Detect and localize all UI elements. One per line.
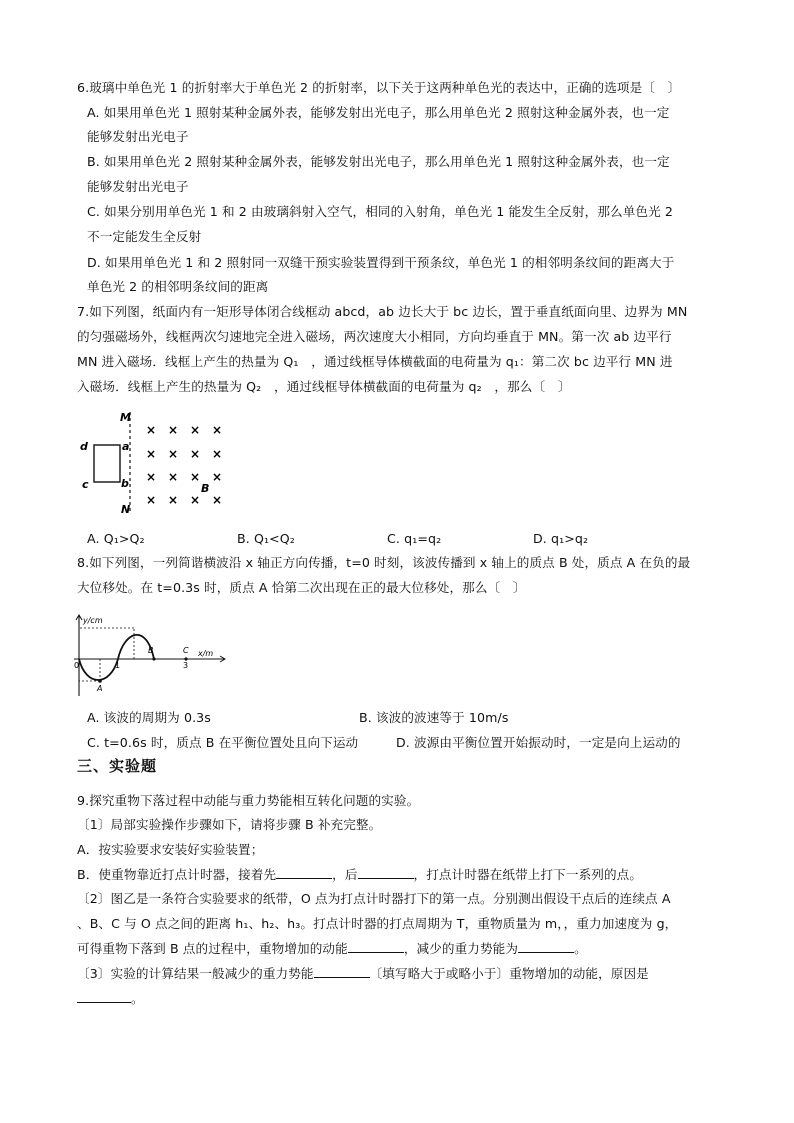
q7-line1: 7.如下列图，纸面内有一矩形导体闭合线框动 abcd，ab 边长大于 bc 边长，置于垂直纸面向里、边界为 MN: [77, 304, 688, 319]
q7-magnetic-field-figure: [76, 406, 236, 518]
q8-line1: 8.如下列图，一列简谐横波沿 x 轴正方向传播，t=0 时刻，该波传播到 x 轴上的质点 B 处，质点 A 在负的最: [77, 555, 691, 570]
q9-line9: [77, 990, 144, 1008]
rectangular-coil: [94, 445, 120, 482]
q6-option-d-line1: D. 如果用单色光 1 和 2 照射同一双缝干预实验装置得到干预条纹，单色光 1 的相邻明条纹间的距离大于: [87, 255, 675, 270]
label-c: c: [82, 478, 89, 491]
q9-reason-text: 〔填写略大于或略小于〕重物增加的动能，原因是: [369, 966, 649, 981]
tick-3-label: 3: [183, 661, 189, 670]
q9-step-b-text2: ，后: [332, 867, 358, 882]
field-cross: ×: [190, 423, 201, 437]
q9-line6: 、B、C 与 O 点之间的距离 h₁、h₂、h₃。打点计时器的打点周期为 T，重物质量为 m，，重力加速度为 g，: [77, 916, 678, 931]
answer-blank-3[interactable]: [348, 940, 404, 953]
section-title: 三、实验题: [77, 757, 158, 775]
q8-option-d: D. 波源由平衡位置开始振动时，一定是向上运动的: [396, 735, 681, 750]
q7-option-a: A. Q₁>Q₂: [87, 531, 145, 546]
q8-option-b: B. 该波的波速等于 10m/s: [359, 710, 509, 725]
q7-option-c: C. q₁=q₂: [387, 531, 442, 546]
y-axis-label: y/cm: [83, 616, 103, 625]
q6-option-a-line1: A. 如果用单色光 1 照射某种金属外表，能够发射出光电子，那么用单色光 2 照射这种金属外表，也一定: [87, 105, 670, 120]
q6-option-a-line2: 能够发射出光电子: [87, 129, 189, 144]
label-point-a: A: [97, 684, 103, 693]
q9-line7-end: 。: [574, 941, 587, 956]
answer-blank-2[interactable]: [358, 866, 414, 879]
field-cross: ×: [168, 423, 179, 437]
field-cross: ×: [146, 447, 157, 461]
q6-option-d-line2: 单色光 2 的相邻明条纹间的距离: [87, 279, 269, 294]
q7-line2: 的匀强磁场外，线框两次匀速地完全进入磁场，两次速度大小相同，方向均垂直于 MN。第一次 ab 边平行: [77, 329, 672, 344]
label-point-c: C: [183, 646, 189, 655]
field-cross: ×: [146, 493, 157, 507]
label-point-b: B: [148, 646, 154, 655]
wave-curve: [79, 635, 154, 680]
field-cross: ×: [190, 447, 201, 461]
label-a: a: [122, 440, 130, 453]
q7-option-d: D. q₁>q₂: [533, 531, 589, 546]
q8-option-c: C. t=0.6s 时，质点 B 在平衡位置处且向下运动: [87, 735, 359, 750]
q6-option-c-line1: C. 如果分别用单色光 1 和 2 由玻璃斜射入空气，相同的入射角，单色光 1 能发生全反射，那么单色光 2: [87, 204, 674, 219]
q9-line8: [77, 965, 649, 983]
magnetic-field-crosses: [146, 423, 222, 507]
field-cross: ×: [190, 470, 201, 484]
field-cross: ×: [146, 423, 157, 437]
q9-kinetic-text: 可得重物下落到 B 点的过程中，重物增加的动能: [77, 941, 348, 956]
q9-line1: 9.探究重物下落过程中动能与重力势能相互转化问题的实验。: [77, 793, 420, 808]
q9-step-b-text1: B．使重物靠近打点计时器，接着先: [77, 867, 277, 882]
q9-compare-text: 〔3〕实验的计算结果一般减少的重力势能: [77, 966, 314, 981]
field-cross: ×: [212, 423, 223, 437]
q8-line2: 大位移处。在 t=0.3s 时，质点 A 恰第二次出现在正的最大位移处，那么〔 〕: [77, 580, 526, 595]
label-b: b: [121, 477, 129, 490]
q9-line3: A．按实验要求安装好实验装置；: [77, 842, 264, 857]
q6-option-b-line1: B. 如果用单色光 2 照射某种金属外表，能够发射出光电子，那么用单色光 1 照射这种金属外表，也一定: [87, 154, 670, 169]
q8-option-a: A. 该波的周期为 0.3s: [87, 710, 211, 725]
q8-wave-figure: [74, 612, 234, 698]
tick-1-label: 1: [115, 661, 121, 670]
field-cross: ×: [168, 493, 179, 507]
label-n: N: [121, 503, 131, 516]
q9-line7: [77, 940, 587, 958]
label-m: M: [120, 411, 131, 424]
field-cross: ×: [168, 470, 179, 484]
point-b-dot: [152, 657, 155, 660]
field-cross: ×: [190, 493, 201, 507]
q6-stem: 6.玻璃中单色光 1 的折射率大于单色光 2 的折射率，以下关于这两种单色光的表达中，正确的选项是〔 〕: [77, 80, 681, 95]
q9-line2: 〔1〕局部实验操作步骤如下，请将步骤 B 补充完整。: [77, 817, 382, 832]
q7-line3: MN 进入磁场．线框上产生的热量为 Q₁ ，通过线框导体横截面的电荷量为 q₁：第二次 bc 边平行 MN 进: [77, 354, 673, 369]
q9-line4: [77, 866, 642, 884]
answer-blank-1[interactable]: [276, 866, 332, 879]
field-cross: ×: [212, 447, 223, 461]
label-d: d: [80, 440, 88, 453]
q6-option-b-line2: 能够发射出光电子: [87, 179, 189, 194]
q9-line5: 〔2〕图乙是一条符合实验要求的纸带，O 点为打点计时器打下的第一点。分别测出假设干点后的连续点 A: [77, 891, 671, 906]
q9-line9-end: 。: [131, 991, 144, 1006]
answer-blank-6[interactable]: [77, 990, 131, 1003]
q7-option-b: B. Q₁<Q₂: [237, 531, 295, 546]
field-cross: ×: [212, 493, 223, 507]
label-field-b: B: [201, 482, 210, 495]
field-cross: ×: [212, 470, 223, 484]
q9-potential-text: ，减少的重力势能为: [403, 941, 519, 956]
answer-blank-5[interactable]: [314, 965, 370, 978]
q7-line4: 入磁场．线框上产生的热量为 Q₂ ，通过线框导体横截面的电荷量为 q₂ ，那么〔 〕: [77, 379, 571, 394]
origin-label: 0: [74, 661, 80, 670]
point-a-dot: [98, 679, 102, 683]
q6-option-c-line2: 不一定能发生全反射: [87, 229, 202, 244]
field-cross: ×: [146, 470, 157, 484]
q9-step-b-text3: ，打点计时器在纸带上打下一系列的点。: [413, 867, 643, 882]
answer-blank-4[interactable]: [518, 940, 574, 953]
x-axis-label: x/m: [198, 649, 214, 658]
field-cross: ×: [168, 447, 179, 461]
